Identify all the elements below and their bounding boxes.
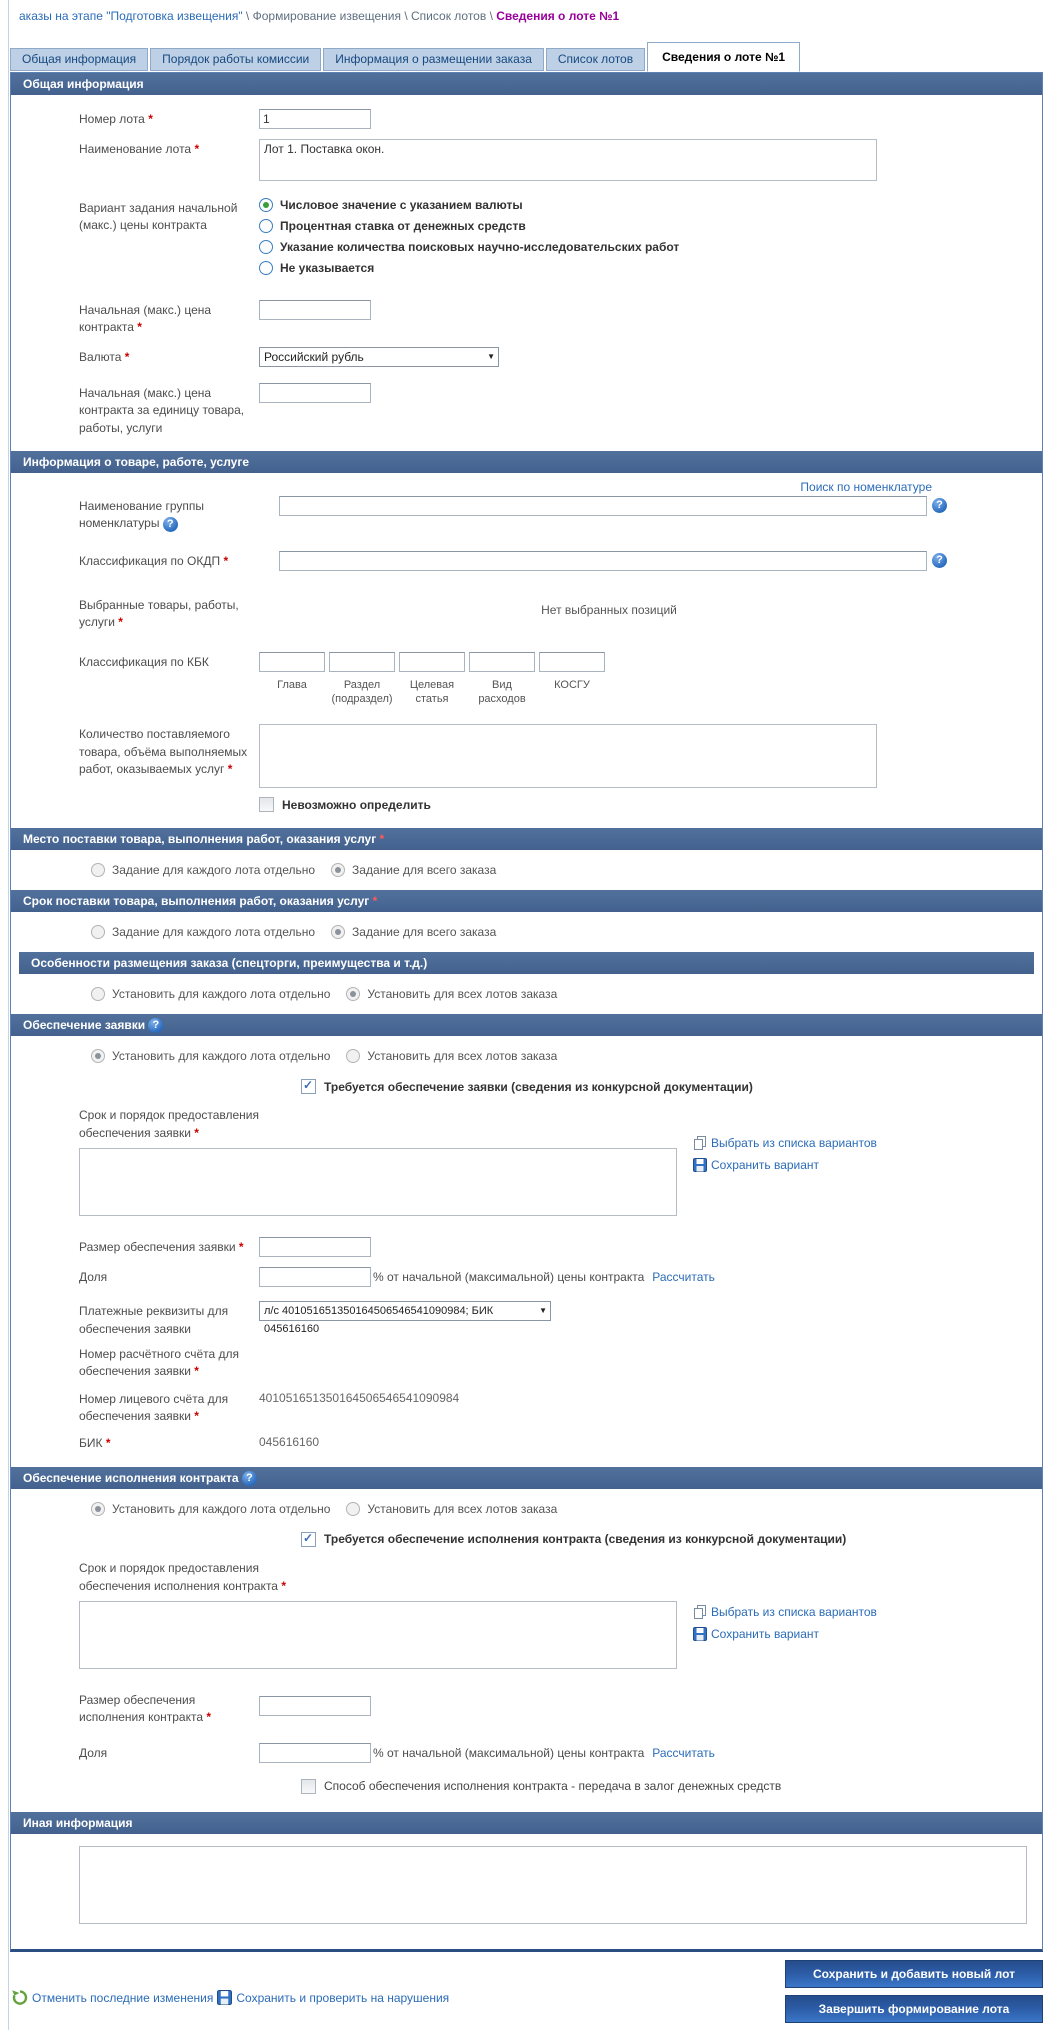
bid-size-label: Размер обеспечения заявки * [79,1240,244,1255]
bid-size-input[interactable] [259,1237,371,1257]
save-icon [693,1158,707,1172]
breadcrumb-separator: \ [401,9,412,23]
contract-required-checkbox[interactable] [301,1532,316,1547]
currency-select[interactable]: Российский рубль ▼ [259,347,499,367]
bid-per-lot-label: Установить для каждого лота отдельно [112,1049,331,1064]
bid-bik-label: БИК * [79,1436,111,1451]
contract-calculate-link[interactable]: Рассчитать [652,1745,715,1760]
contract-pledge-checkbox [301,1779,316,1794]
features-all-lots-radio [346,987,360,1001]
quantity-textarea[interactable] [259,724,877,788]
help-icon[interactable]: ? [932,498,947,513]
tab-order-placement[interactable]: Информация о размещении заказа [323,48,544,71]
bid-calculate-link[interactable]: Рассчитать [652,1270,715,1285]
breadcrumb-link-orders[interactable]: аказы на этапе "Подготовка извещения" [19,9,243,23]
contract-share-input[interactable] [259,1743,371,1763]
bid-all-lots-radio [346,1049,360,1063]
features-per-lot-radio [91,987,105,1001]
radio-not-specified[interactable] [259,261,273,275]
footer [9,1960,1051,2030]
lot-name-label: Наименование лота * [79,142,200,156]
kbk-expense-type-input[interactable] [469,652,535,672]
okdp-label: Классификация по ОКДП * [79,553,229,568]
max-price-input[interactable] [259,300,371,320]
radio-percent-rate-label: Процентная ставка от денежных средств [280,219,526,233]
contract-save-variant-link[interactable]: Сохранить вариант [711,1626,820,1641]
place-whole-order-label: Задание для всего заказа [352,863,497,878]
max-price-label: Начальная (макс.) цена контракта * [79,303,212,335]
bid-payment-select[interactable]: л/с 401051651350164506546541090984; БИК 045616160 ▼ [259,1301,551,1321]
section-header-features: Особенности размещения заказа (спецторги, преимущества и т.д.) [19,952,1034,974]
kbk-label: Классификация по КБК [79,654,209,669]
term-per-lot-label: Задание для каждого лота отдельно [112,925,316,940]
contract-all-lots-radio [346,1502,360,1516]
tab-bar [10,41,1051,71]
help-icon[interactable]: ? [163,517,178,532]
section-header-delivery-term: Срок поставки товара, выполнения работ, оказания услуг * [11,890,1042,912]
cannot-determine-checkbox [259,797,274,812]
copy-icon [693,1605,707,1619]
bid-settlement-account-label: Номер расчётного счёта для обеспечения заявки * [79,1346,239,1379]
contract-pledge-label: Способ обеспечения исполнения контракта - передача в залог денежных средств [324,1779,782,1794]
term-per-lot-radio [91,925,105,939]
breadcrumb-separator: \ [486,9,497,23]
section-header-bid-security: Обеспечение заявки ? [11,1014,1042,1036]
nomenclature-group-input[interactable] [279,496,927,516]
kbk-kosgu-input[interactable] [539,652,605,672]
tab-lot-list[interactable]: Список лотов [546,48,645,71]
radio-not-specified-label: Не указывается [280,261,375,275]
bid-all-lots-label: Установить для всех лотов заказа [367,1049,558,1064]
features-all-lots-label: Установить для всех лотов заказа [367,987,558,1002]
breadcrumb-current: Сведения о лоте №1 [496,9,620,23]
kbk-target-article-caption: Целевая статья [409,678,455,705]
form-container [10,72,1043,1952]
kbk-expense-type-caption: Вид расходов [478,678,526,705]
breadcrumb [9,9,1051,29]
bid-per-lot-radio [91,1049,105,1063]
contract-term-label: Срок и порядок предоставления обеспечения исполнения контракта * [79,1560,286,1593]
section-header-other-info: Иная информация [11,1812,1042,1834]
contract-per-lot-label: Установить для каждого лота отдельно [112,1501,331,1516]
bid-pick-variant-link[interactable]: Выбрать из списка вариантов [711,1136,877,1151]
breadcrumb-item-lots: Список лотов [411,9,487,23]
radio-numeric-value-label: Числовое значение с указанием валюты [280,198,523,212]
place-per-lot-label: Задание для каждого лота отдельно [112,863,316,878]
bid-required-label: Требуется обеспечение заявки (сведения из конкурсной документации) [324,1079,753,1094]
contract-share-suffix: % от начальной (максимальной) цены контракта [373,1745,645,1760]
cannot-determine-label: Невозможно определить [282,797,431,812]
copy-icon [693,1136,707,1150]
radio-research-count[interactable] [259,240,273,254]
unit-price-input[interactable] [259,383,371,403]
kbk-section-caption: Раздел (подраздел) [331,678,393,705]
contract-pick-variant-link[interactable]: Выбрать из списка вариантов [711,1604,877,1619]
save-icon [217,1990,232,2005]
bid-share-input[interactable] [259,1267,371,1287]
features-per-lot-label: Установить для каждого лота отдельно [112,987,331,1002]
bid-personal-account-label: Номер лицевого счёта для обеспечения заявки * [79,1391,229,1424]
kbk-target-article-input[interactable] [399,652,465,672]
nomenclature-group-label: Наименование группы номенклатуры ? [79,498,205,531]
tab-commission[interactable]: Порядок работы комиссии [150,48,321,71]
undo-changes-link[interactable]: Отменить последние изменения [32,1990,214,2005]
lot-name-textarea[interactable] [259,139,877,181]
breadcrumb-separator: \ [242,9,253,23]
undo-icon [11,1989,28,2006]
contract-size-input[interactable] [259,1696,371,1716]
help-icon[interactable]: ? [932,553,947,568]
contract-all-lots-label: Установить для всех лотов заказа [367,1501,558,1516]
help-icon[interactable]: ? [242,1471,257,1486]
other-info-textarea[interactable] [79,1846,1027,1924]
unit-price-label: Начальная (макс.) цена контракта за единицу товара, работы, услуги [79,385,245,435]
quantity-label: Количество поставляемого товара, объёма выполняемых работ, оказываемых услуг * [79,727,248,776]
nomenclature-search-link[interactable]: Поиск по номенклатуре [800,479,932,494]
bid-share-suffix: % от начальной (максимальной) цены контракта [373,1270,645,1285]
radio-percent-rate[interactable] [259,219,273,233]
place-per-lot-radio [91,863,105,877]
help-icon[interactable]: ? [148,1018,163,1033]
bid-term-textarea[interactable] [79,1148,677,1216]
lot-number-input[interactable] [259,109,371,129]
page [8,0,1051,2030]
kbk-chapter-input[interactable] [259,652,325,672]
section-header-delivery-place: Место поставки товара, выполнения работ, оказания услуг * [11,828,1042,850]
kbk-kosgu-caption: КОСГУ [554,678,590,691]
bid-required-checkbox[interactable] [301,1079,316,1094]
section-header-general: Общая информация [11,73,1042,95]
finish-lot-button[interactable]: Завершить формирование лота [785,1995,1043,2023]
save-icon [693,1627,707,1641]
contract-per-lot-radio [91,1502,105,1516]
contract-required-label: Требуется обеспечение исполнения контракта (сведения из конкурсной документации) [324,1532,847,1547]
save-and-add-lot-button[interactable]: Сохранить и добавить новый лот [785,1960,1043,1988]
bid-save-variant-link[interactable]: Сохранить вариант [711,1158,820,1173]
radio-research-count-label: Указание количества поисковых научно-исследовательских работ [280,240,680,254]
breadcrumb-item-notice: Формирование извещения [252,9,401,23]
bid-payment-label: Платежные реквизиты для обеспечения заявки [79,1304,229,1336]
tab-lot-details[interactable]: Сведения о лоте №1 [647,42,800,72]
term-whole-order-radio [331,925,345,939]
contract-share-label: Доля [79,1745,108,1760]
currency-label: Валюта * [79,349,130,364]
kbk-section-input[interactable] [329,652,395,672]
selected-goods-label: Выбранные товары, работы, услуги * [79,597,239,630]
bid-share-label: Доля [79,1270,108,1285]
bid-personal-account-value: 401051651350164506546541090984 [259,1390,460,1405]
kbk-chapter-caption: Глава [277,678,307,691]
section-header-goods: Информация о товаре, работе, услуге [11,451,1042,473]
radio-numeric-value[interactable] [259,198,273,212]
section-header-contract-security: Обеспечение исполнения контракта ? [11,1467,1042,1489]
lot-number-label: Номер лота * [79,112,153,126]
selected-goods-empty-text: Нет выбранных позиций [541,602,677,617]
term-whole-order-label: Задание для всего заказа [352,925,497,940]
save-and-check-link[interactable]: Сохранить и проверить на нарушения [236,1990,450,2005]
contract-term-textarea[interactable] [79,1601,677,1669]
okdp-input[interactable] [279,551,927,571]
bid-bik-value: 045616160 [259,1435,320,1450]
price-variant-label: Вариант задания начальной (макс.) цены контракта [79,201,238,233]
tab-general-info[interactable]: Общая информация [10,48,148,71]
place-whole-order-radio [331,863,345,877]
contract-size-label: Размер обеспечения исполнения контракта * [79,1692,212,1725]
bid-term-label: Срок и порядок предоставления обеспечения заявки * [79,1108,259,1141]
